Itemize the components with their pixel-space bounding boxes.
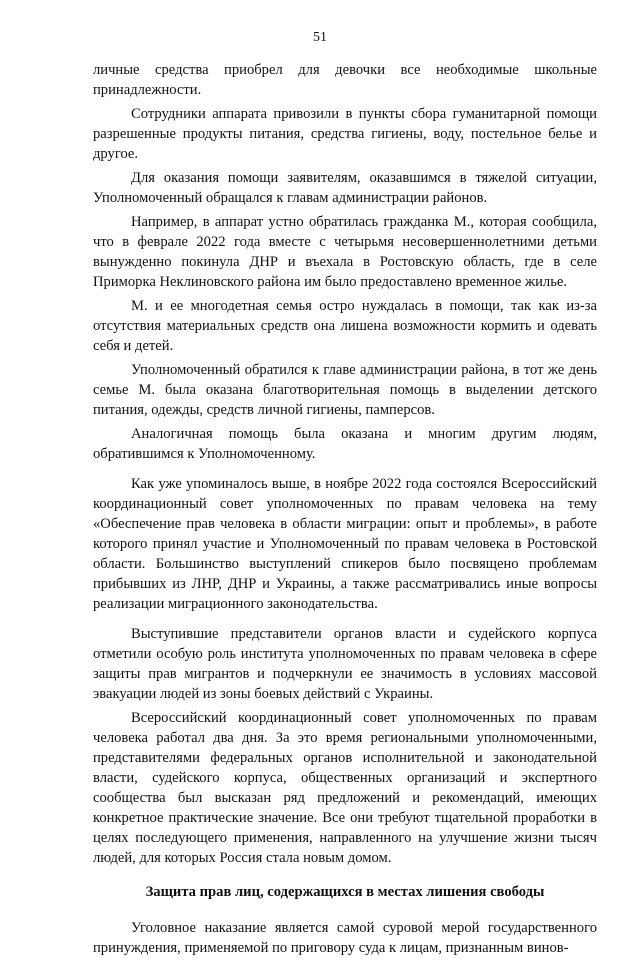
paragraph: Сотрудники аппарата привозили в пункты сбора гуманитарной помощи разрешенные продукты питания, средства гигиены, воду, постельное белье и другое. <box>93 106 597 162</box>
paragraph: Например, в аппарат устно обратилась гражданка М., которая сообщила, что в феврале 2022 года вместе с четырьмя несовершеннолетними детьми вынужденно покинула ДНР и въехала в Ростовскую область, где в селе Приморка Неклиновского района им было предоставлено временное жилье. <box>93 214 597 290</box>
paragraph: личные средства приобрел для девочки все необходимые школьные принадлежности. <box>93 62 597 98</box>
paragraph: М. и ее многодетная семья остро нуждалась в помощи, так как из-за отсутствия материальных средств она лишена возможности кормить и одевать себя и детей. <box>93 298 597 354</box>
paragraph: Уголовное наказание является самой суровой мерой государственного принуждения, применяемой по приговору суда к лицам, признанным винов- <box>93 920 597 956</box>
page-number: 51 <box>313 30 327 45</box>
paragraph: Выступившие представители органов власти и судейского корпуса отметили особую роль института уполномоченных по правам человека в сфере защиты прав мигрантов и подчеркнули ее значимость в условиях массовой эвакуации людей из зоны боевых действий с Украины. <box>93 626 597 702</box>
paragraph: Уполномоченный обратился к главе администрации района, в тот же день семье М. была оказана благотворительная помощь в выделении детского питания, одежды, средств личной гигиены, памперсов. <box>93 362 597 418</box>
paragraph: Аналогичная помощь была оказана и многим другим людям, обратившимся к Уполномоченному. <box>93 426 597 462</box>
paragraph: Как уже упоминалось выше, в ноябре 2022 года состоялся Всероссийский координационный совет уполномоченных по правам человека на тему «Обеспечение прав человека в области миграции: опыт и проблемы», в работе которого принял участие и Уполномоченный по правам человека в Ростовской области. Большинство выступлений спикеров было посвящено проблемам прибывших из ЛНР, ДНР и Украины, а также рассматривались иные вопросы реализации миграционного законодательства. <box>93 476 597 612</box>
paragraph: Всероссийский координационный совет уполномоченных по правам человека работал два дня. За это время региональными уполномоченными, представителями федеральных органов исполнительной и законодательной власти, судейского корпуса, общественных организаций и экспертного сообщества был высказан ряд предложений и рекомендаций, имеющих конкретное практические значение. Все они требуют тщательной проработки в целях последующего применения, направленного на улучшение жизни тысяч людей, для которых Россия стала новым домом. <box>93 710 597 866</box>
paragraph: Для оказания помощи заявителям, оказавшимся в тяжелой ситуации, Уполномоченный обращался к главам администрации районов. <box>93 170 597 206</box>
section-heading: Защита прав лиц, содержащихся в местах лишения свободы <box>145 884 545 900</box>
page-body <box>93 60 597 962</box>
